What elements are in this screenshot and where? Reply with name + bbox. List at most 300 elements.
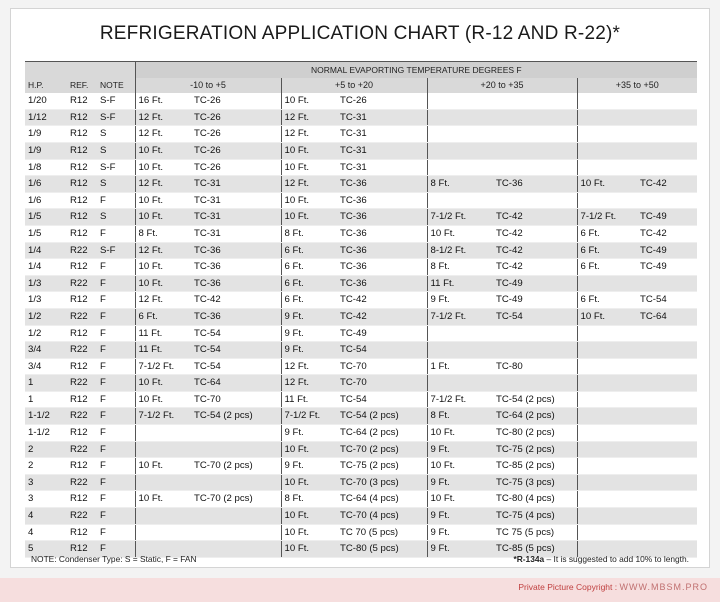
cell-capillary: TC-26 (191, 159, 281, 176)
cell-length: 11 Ft. (135, 325, 191, 342)
cell-length (135, 441, 191, 458)
cell-length: 10 Ft. (135, 142, 191, 159)
cell-ref: R12 (67, 225, 97, 242)
cell-capillary: TC-49 (637, 209, 697, 226)
cell-capillary (637, 126, 697, 143)
cell-hp: 1/9 (25, 142, 67, 159)
cell-capillary (637, 325, 697, 342)
cell-length (577, 325, 637, 342)
cell-hp: 1/4 (25, 242, 67, 259)
cell-length: 10 Ft. (281, 142, 337, 159)
cell-capillary (493, 325, 577, 342)
cell-hp: 1/8 (25, 159, 67, 176)
cell-ref: R12 (67, 524, 97, 541)
cell-length: 7-1/2 Ft. (427, 308, 493, 325)
cell-note: S-F (97, 242, 135, 259)
cell-capillary: TC-42 (493, 209, 577, 226)
cell-capillary: TC-36 (191, 275, 281, 292)
cell-length: 9 Ft. (281, 342, 337, 359)
cell-capillary (637, 491, 697, 508)
cell-length: 12 Ft. (135, 109, 191, 126)
cell-capillary (637, 408, 697, 425)
cell-length: 9 Ft. (427, 474, 493, 491)
cell-length: 10 Ft. (281, 441, 337, 458)
cell-length: 10 Ft. (281, 474, 337, 491)
cell-length: 1 Ft. (427, 358, 493, 375)
cell-capillary: TC-36 (337, 176, 427, 193)
cell-length (135, 474, 191, 491)
cell-capillary: TC-49 (493, 275, 577, 292)
cell-length (427, 375, 493, 392)
cell-note: F (97, 474, 135, 491)
cell-length (427, 93, 493, 109)
cell-capillary: TC-75 (4 pcs) (493, 508, 577, 525)
cell-note: F (97, 425, 135, 442)
cell-length: 10 Ft. (427, 491, 493, 508)
cell-capillary: TC-54 (2 pcs) (337, 408, 427, 425)
cell-length: 8 Ft. (281, 491, 337, 508)
cell-capillary (191, 524, 281, 541)
cell-length (577, 441, 637, 458)
table-row (25, 325, 697, 342)
cell-length (427, 342, 493, 359)
cell-length: 6 Ft. (281, 275, 337, 292)
cell-hp: 4 (25, 508, 67, 525)
cell-note: F (97, 275, 135, 292)
application-table (25, 61, 697, 558)
header-range-3: +20 to +35 (427, 78, 577, 94)
cell-length: 8 Ft. (281, 225, 337, 242)
cell-capillary: TC-80 (2 pcs) (493, 425, 577, 442)
cell-ref: R12 (67, 176, 97, 193)
cell-length (577, 159, 637, 176)
table-row (25, 192, 697, 209)
cell-ref: R12 (67, 159, 97, 176)
cell-length: 9 Ft. (427, 441, 493, 458)
cell-note: S (97, 126, 135, 143)
table-row (25, 508, 697, 525)
cell-capillary (637, 275, 697, 292)
cell-length (577, 126, 637, 143)
cell-length: 10 Ft. (135, 209, 191, 226)
cell-hp: 3 (25, 491, 67, 508)
cell-ref: R12 (67, 391, 97, 408)
cell-capillary: TC-54 (337, 391, 427, 408)
cell-length: 9 Ft. (427, 292, 493, 309)
cell-length (135, 524, 191, 541)
cell-length: 9 Ft. (281, 325, 337, 342)
cell-length (427, 109, 493, 126)
header-range-1: -10 to +5 (135, 78, 281, 94)
table-row (25, 275, 697, 292)
cell-capillary: TC-31 (337, 159, 427, 176)
cell-hp: 1/2 (25, 308, 67, 325)
cell-hp: 1/5 (25, 225, 67, 242)
cell-note: F (97, 408, 135, 425)
cell-capillary: TC-80 (5 pcs) (337, 541, 427, 558)
cell-capillary: TC-70 (2 pcs) (191, 458, 281, 475)
cell-capillary (191, 474, 281, 491)
cell-hp: 3/4 (25, 342, 67, 359)
cell-capillary: TC-36 (337, 192, 427, 209)
cell-length: 10 Ft. (281, 93, 337, 109)
cell-hp: 1/4 (25, 259, 67, 276)
cell-hp: 1/5 (25, 209, 67, 226)
cell-capillary (191, 425, 281, 442)
cell-length: 7-1/2 Ft. (281, 408, 337, 425)
table-row (25, 176, 697, 193)
cell-length: 9 Ft. (281, 458, 337, 475)
cell-capillary: TC-70 (2 pcs) (337, 441, 427, 458)
cell-length (577, 142, 637, 159)
cell-capillary: TC-31 (191, 225, 281, 242)
cell-ref: R12 (67, 126, 97, 143)
cell-hp: 1/2 (25, 325, 67, 342)
cell-capillary: TC-54 (337, 342, 427, 359)
table-row (25, 474, 697, 491)
cell-ref: R12 (67, 358, 97, 375)
cell-capillary: TC-54 (191, 325, 281, 342)
cell-length (577, 508, 637, 525)
cell-capillary: TC-80 (4 pcs) (493, 491, 577, 508)
cell-note: F (97, 441, 135, 458)
header-temperature-group: NORMAL EVAPORTING TEMPERATURE DEGREES F (135, 62, 697, 78)
cell-note: F (97, 375, 135, 392)
cell-length (577, 375, 637, 392)
cell-ref: R22 (67, 375, 97, 392)
cell-capillary: TC-36 (191, 259, 281, 276)
cell-capillary: TC-64 (2 pcs) (337, 425, 427, 442)
header-hp: H.P. (25, 78, 67, 94)
table-row (25, 524, 697, 541)
cell-capillary: TC-26 (191, 109, 281, 126)
cell-capillary: TC-75 (2 pcs) (337, 458, 427, 475)
cell-length: 10 Ft. (281, 159, 337, 176)
cell-capillary: TC-36 (191, 308, 281, 325)
cell-hp: 3 (25, 474, 67, 491)
cell-length: 9 Ft. (427, 508, 493, 525)
application-table-wrap (25, 61, 697, 558)
cell-length: 12 Ft. (135, 292, 191, 309)
header-range-4: +35 to +50 (577, 78, 697, 94)
cell-hp: 1 (25, 375, 67, 392)
table-row (25, 308, 697, 325)
cell-capillary: TC-26 (191, 126, 281, 143)
cell-capillary: TC-36 (493, 176, 577, 193)
cell-length: 6 Ft. (577, 225, 637, 242)
table-row (25, 375, 697, 392)
cell-length (577, 491, 637, 508)
cell-length: 8 Ft. (427, 408, 493, 425)
header-range-2: +5 to +20 (281, 78, 427, 94)
cell-length: 7-1/2 Ft. (135, 408, 191, 425)
cell-hp: 1/6 (25, 192, 67, 209)
table-row (25, 209, 697, 226)
cell-capillary (637, 375, 697, 392)
cell-note: S (97, 176, 135, 193)
cell-capillary (637, 142, 697, 159)
cell-ref: R22 (67, 441, 97, 458)
cell-hp: 1/6 (25, 176, 67, 193)
header-note: NOTE (97, 78, 135, 94)
cell-capillary: TC-85 (2 pcs) (493, 458, 577, 475)
cell-ref: R12 (67, 458, 97, 475)
watermark-site: WWW.MBSM.PRO (619, 582, 708, 592)
table-row (25, 441, 697, 458)
cell-capillary (637, 458, 697, 475)
cell-length: 10 Ft. (135, 192, 191, 209)
watermark (518, 582, 708, 592)
cell-length: 10 Ft. (281, 192, 337, 209)
cell-length (427, 126, 493, 143)
cell-length (577, 358, 637, 375)
cell-capillary: TC-31 (191, 176, 281, 193)
cell-capillary: TC-70 (337, 375, 427, 392)
cell-note: S-F (97, 109, 135, 126)
cell-capillary: TC-42 (191, 292, 281, 309)
r134a-text: – It is suggested to add 10% to length. (544, 554, 689, 564)
cell-hp: 1/3 (25, 292, 67, 309)
cell-capillary: TC-54 (2 pcs) (493, 391, 577, 408)
cell-length: 10 Ft. (427, 225, 493, 242)
cell-ref: R12 (67, 142, 97, 159)
cell-hp: 1 (25, 391, 67, 408)
cell-length: 12 Ft. (281, 375, 337, 392)
cell-length (135, 508, 191, 525)
cell-capillary: TC-64 (637, 308, 697, 325)
cell-length: 11 Ft. (281, 391, 337, 408)
cell-capillary: TC-70 (3 pcs) (337, 474, 427, 491)
r134a-note (513, 554, 689, 564)
cell-capillary: TC-26 (191, 93, 281, 109)
cell-capillary: TC-75 (2 pcs) (493, 441, 577, 458)
cell-length (427, 325, 493, 342)
cell-capillary (493, 109, 577, 126)
cell-length: 6 Ft. (281, 259, 337, 276)
cell-note: S (97, 142, 135, 159)
cell-length: 10 Ft. (427, 425, 493, 442)
cell-note: F (97, 225, 135, 242)
cell-hp: 5 (25, 541, 67, 558)
cell-capillary (493, 126, 577, 143)
cell-capillary: TC-54 (493, 308, 577, 325)
cell-note: F (97, 541, 135, 558)
table-row (25, 109, 697, 126)
table-row (25, 242, 697, 259)
cell-length (577, 275, 637, 292)
table-row (25, 458, 697, 475)
cell-length: 6 Ft. (281, 292, 337, 309)
cell-capillary: TC-26 (337, 93, 427, 109)
cell-length: 12 Ft. (135, 242, 191, 259)
cell-length: 12 Ft. (135, 126, 191, 143)
cell-capillary: TC-36 (337, 225, 427, 242)
cell-length: 10 Ft. (281, 541, 337, 558)
cell-capillary: TC-42 (337, 292, 427, 309)
cell-capillary (493, 375, 577, 392)
cell-length: 6 Ft. (281, 242, 337, 259)
cell-note: F (97, 259, 135, 276)
cell-note: F (97, 358, 135, 375)
cell-capillary (637, 109, 697, 126)
cell-length: 10 Ft. (135, 159, 191, 176)
cell-capillary (637, 358, 697, 375)
cell-ref: R22 (67, 275, 97, 292)
cell-hp: 1/20 (25, 93, 67, 109)
cell-length: 12 Ft. (281, 358, 337, 375)
table-row (25, 491, 697, 508)
cell-capillary (637, 93, 697, 109)
cell-capillary: TC-42 (637, 176, 697, 193)
cell-capillary: TC-26 (191, 142, 281, 159)
cell-length: 8-1/2 Ft. (427, 242, 493, 259)
cell-ref: R22 (67, 508, 97, 525)
cell-note: F (97, 391, 135, 408)
cell-capillary: TC-31 (191, 209, 281, 226)
table-row (25, 292, 697, 309)
cell-length: 7-1/2 Ft. (427, 209, 493, 226)
cell-capillary: TC-54 (191, 358, 281, 375)
table-row (25, 93, 697, 109)
cell-length: 10 Ft. (281, 508, 337, 525)
cell-length: 16 Ft. (135, 93, 191, 109)
cell-capillary: TC-80 (493, 358, 577, 375)
cell-capillary (493, 93, 577, 109)
cell-hp: 1-1/2 (25, 425, 67, 442)
cell-capillary (493, 342, 577, 359)
cell-length: 10 Ft. (281, 524, 337, 541)
cell-length: 11 Ft. (135, 342, 191, 359)
cell-length: 10 Ft. (135, 458, 191, 475)
table-row (25, 259, 697, 276)
cell-capillary: TC-75 (3 pcs) (493, 474, 577, 491)
cell-capillary: TC-42 (493, 225, 577, 242)
cell-capillary: TC-36 (337, 275, 427, 292)
cell-length (577, 391, 637, 408)
cell-length (577, 109, 637, 126)
header-blank (25, 62, 67, 78)
cell-length: 7-1/2 Ft. (135, 358, 191, 375)
cell-ref: R12 (67, 491, 97, 508)
table-row (25, 425, 697, 442)
table-row (25, 142, 697, 159)
cell-note: F (97, 192, 135, 209)
cell-length: 9 Ft. (427, 524, 493, 541)
condenser-note: NOTE: Condenser Type: S = Static, F = FAN (31, 554, 197, 564)
cell-ref: R12 (67, 325, 97, 342)
cell-length: 6 Ft. (577, 259, 637, 276)
cell-hp: 2 (25, 458, 67, 475)
cell-capillary (637, 159, 697, 176)
cell-length: 8 Ft. (135, 225, 191, 242)
cell-ref: R22 (67, 474, 97, 491)
cell-length (577, 192, 637, 209)
cell-hp: 1/3 (25, 275, 67, 292)
cell-capillary: TC-36 (337, 242, 427, 259)
cell-ref: R22 (67, 308, 97, 325)
cell-ref: R12 (67, 259, 97, 276)
cell-length: 10 Ft. (135, 491, 191, 508)
cell-note: F (97, 524, 135, 541)
cell-capillary: TC-54 (191, 342, 281, 359)
cell-capillary: TC-54 (2 pcs) (191, 408, 281, 425)
cell-ref: R12 (67, 109, 97, 126)
cell-hp: 2 (25, 441, 67, 458)
cell-capillary: TC 75 (5 pcs) (493, 524, 577, 541)
cell-capillary: TC-31 (337, 109, 427, 126)
watermark-text: Private Picture Copyright : (518, 582, 618, 592)
cell-capillary (637, 342, 697, 359)
cell-length: 12 Ft. (281, 126, 337, 143)
cell-note: F (97, 458, 135, 475)
cell-length (577, 458, 637, 475)
table-body (25, 93, 697, 557)
cell-length (427, 142, 493, 159)
cell-ref: R12 (67, 541, 97, 558)
cell-ref: R12 (67, 425, 97, 442)
cell-note: F (97, 308, 135, 325)
cell-length: 10 Ft. (577, 176, 637, 193)
cell-length: 10 Ft. (135, 259, 191, 276)
cell-length: 12 Ft. (135, 176, 191, 193)
cell-note: S (97, 209, 135, 226)
cell-length (135, 425, 191, 442)
cell-capillary: TC-42 (493, 242, 577, 259)
cell-length (577, 408, 637, 425)
cell-note: F (97, 508, 135, 525)
table-row (25, 159, 697, 176)
cell-capillary: TC-36 (191, 242, 281, 259)
cell-note: F (97, 491, 135, 508)
r134a-label: *R-134a (513, 554, 545, 564)
cell-ref: R22 (67, 408, 97, 425)
cell-length: 10 Ft. (135, 375, 191, 392)
cell-hp: 1/12 (25, 109, 67, 126)
cell-length: 10 Ft. (281, 209, 337, 226)
cell-length: 9 Ft. (427, 541, 493, 558)
cell-capillary (191, 541, 281, 558)
cell-capillary: TC 70 (5 pcs) (337, 524, 427, 541)
cell-length (427, 159, 493, 176)
cell-ref: R12 (67, 209, 97, 226)
cell-ref: R22 (67, 242, 97, 259)
table-row (25, 342, 697, 359)
cell-ref: R12 (67, 93, 97, 109)
cell-capillary (637, 441, 697, 458)
cell-length: 10 Ft. (135, 391, 191, 408)
cell-length: 10 Ft. (135, 275, 191, 292)
cell-ref: R22 (67, 342, 97, 359)
cell-length: 6 Ft. (135, 308, 191, 325)
table-row (25, 358, 697, 375)
cell-capillary (637, 192, 697, 209)
cell-length: 6 Ft. (577, 242, 637, 259)
cell-capillary: TC-42 (337, 308, 427, 325)
cell-note: F (97, 325, 135, 342)
cell-length (427, 192, 493, 209)
cell-length (577, 425, 637, 442)
cell-capillary (493, 192, 577, 209)
cell-length (577, 93, 637, 109)
cell-capillary: TC-85 (5 pcs) (493, 541, 577, 558)
cell-note: F (97, 342, 135, 359)
table-row (25, 126, 697, 143)
table-row (25, 391, 697, 408)
cell-length (577, 342, 637, 359)
cell-length: 9 Ft. (281, 308, 337, 325)
cell-capillary (191, 441, 281, 458)
chart-sheet (10, 8, 710, 568)
